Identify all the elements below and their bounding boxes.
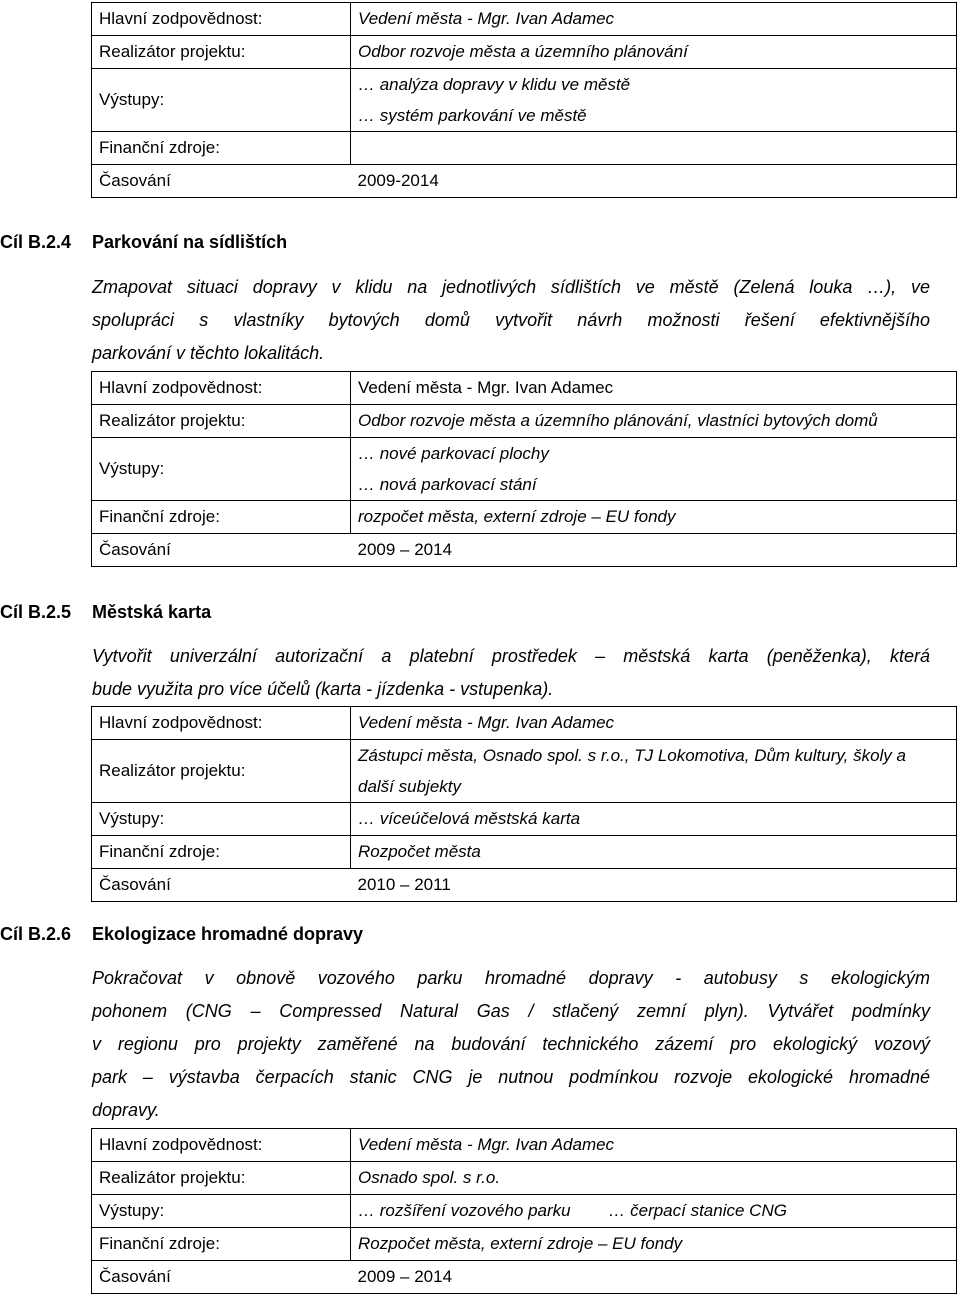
- label-funding: Finanční zdroje:: [92, 132, 351, 165]
- section-description-b24: [92, 271, 930, 370]
- value-funding: Rozpočet města: [351, 836, 957, 869]
- table-row: [92, 836, 957, 869]
- value-outputs: [351, 438, 957, 501]
- value-main-responsibility: Vedení města - Mgr. Ivan Adamec: [351, 372, 957, 405]
- value-main-responsibility: Vedení města - Mgr. Ivan Adamec: [351, 707, 957, 740]
- paragraph-line: v regionu pro projekty zaměřené na budování technického zázemí pro ekologický vozový: [92, 1034, 930, 1054]
- value-implementer: Odbor rozvoje města a územního plánování, vlastníci bytových domů: [351, 405, 957, 438]
- table-row: [92, 69, 957, 132]
- output-item: … analýza dopravy v klidu ve městě: [358, 75, 631, 94]
- value-implementer: Odbor rozvoje města a územního plánování: [351, 36, 957, 69]
- project-table-b25: [91, 706, 957, 902]
- paragraph-line: park – výstavba čerpacích stanic CNG je nutnou podmínkou rozvoje ekologické hromadné: [92, 1067, 930, 1087]
- label-funding: Finanční zdroje:: [92, 1228, 351, 1261]
- table-row: [92, 36, 957, 69]
- label-outputs: Výstupy:: [92, 803, 351, 836]
- implementer-line: Zástupci města, Osnado spol. s r.o., TJ Lokomotiva, Dům kultury, školy a: [358, 746, 906, 765]
- paragraph-line: bude využita pro více účelů (karta - jízdenka - vstupenka).: [92, 679, 554, 699]
- label-implementer: Realizátor projektu:: [92, 1162, 351, 1195]
- section-description-b26: [92, 962, 930, 1127]
- value-main-responsibility: Vedení města - Mgr. Ivan Adamec: [351, 1129, 957, 1162]
- label-timing: Časování: [92, 869, 351, 902]
- table-row: [92, 1261, 957, 1294]
- label-main-responsibility: Hlavní zodpovědnost:: [92, 372, 351, 405]
- label-implementer: Realizátor projektu:: [92, 740, 351, 803]
- section-title: Městská karta: [92, 602, 212, 622]
- section-heading-b25: [0, 602, 211, 623]
- value-implementer: Osnado spol. s r.o.: [351, 1162, 957, 1195]
- project-table-b26: [91, 1128, 957, 1294]
- value-timing: 2010 – 2011: [351, 869, 957, 902]
- label-main-responsibility: Hlavní zodpovědnost:: [92, 3, 351, 36]
- table-row: [92, 405, 957, 438]
- table-row: [92, 1162, 957, 1195]
- table-row: [92, 534, 957, 567]
- label-timing: Časování: [92, 165, 351, 198]
- table-row: [92, 165, 957, 198]
- value-main-responsibility: Vedení města - Mgr. Ivan Adamec: [351, 3, 957, 36]
- label-implementer: Realizátor projektu:: [92, 405, 351, 438]
- paragraph-line: Pokračovat v obnově vozového parku hromadné dopravy - autobusy s ekologickým: [92, 968, 930, 988]
- value-funding: rozpočet města, externí zdroje – EU fondy: [351, 501, 957, 534]
- label-implementer: Realizátor projektu:: [92, 36, 351, 69]
- table-row: [92, 869, 957, 902]
- value-funding: [351, 132, 957, 165]
- label-outputs: Výstupy:: [92, 438, 351, 501]
- section-heading-b24: [0, 232, 287, 253]
- section-number: Cíl B.2.5: [0, 602, 72, 622]
- table-row: [92, 1228, 957, 1261]
- label-timing: Časování: [92, 1261, 351, 1294]
- value-implementer: [351, 740, 957, 803]
- value-outputs: … rozšíření vozového parku … čerpací stanice CNG: [351, 1195, 957, 1228]
- table-row: [92, 803, 957, 836]
- project-table-top: [91, 2, 957, 198]
- table-row: [92, 438, 957, 501]
- paragraph-line: spolupráci s vlastníky bytových domů vytvořit návrh možnosti řešení efektivnějšího: [92, 310, 930, 330]
- section-title: Parkování na sídlištích: [92, 232, 288, 252]
- value-outputs: [351, 69, 957, 132]
- output-item: … nová parkovací stání: [358, 475, 537, 494]
- paragraph-line: pohonem (CNG – Compressed Natural Gas / stlačený zemní plyn). Vytvářet podmínky: [92, 1001, 930, 1021]
- value-timing: 2009 – 2014: [351, 1261, 957, 1294]
- section-title: Ekologizace hromadné dopravy: [92, 924, 364, 944]
- label-outputs: Výstupy:: [92, 1195, 351, 1228]
- table-row: [92, 707, 957, 740]
- value-timing: 2009 – 2014: [351, 534, 957, 567]
- implementer-line: další subjekty: [358, 777, 461, 796]
- section-number: Cíl B.2.6: [0, 924, 72, 944]
- table-row: [92, 501, 957, 534]
- paragraph-line: Zmapovat situaci dopravy v klidu na jednotlivých sídlištích ve městě (Zelená louka …), ve: [92, 277, 930, 297]
- table-row: [92, 3, 957, 36]
- label-timing: Časování: [92, 534, 351, 567]
- value-timing: 2009-2014: [351, 165, 957, 198]
- label-main-responsibility: Hlavní zodpovědnost:: [92, 1129, 351, 1162]
- value-funding: Rozpočet města, externí zdroje – EU fondy: [351, 1228, 957, 1261]
- output-item: … systém parkování ve městě: [358, 106, 587, 125]
- section-description-b25: [92, 640, 930, 706]
- table-row: [92, 1129, 957, 1162]
- paragraph-line: Vytvořit univerzální autorizační a platební prostředek – městská karta (peněženka), která: [92, 646, 930, 666]
- table-row: [92, 132, 957, 165]
- table-row: [92, 740, 957, 803]
- table-row: [92, 372, 957, 405]
- section-heading-b26: [0, 924, 363, 945]
- table-row: [92, 1195, 957, 1228]
- paragraph-line: parkování v těchto lokalitách.: [92, 343, 325, 363]
- section-number: Cíl B.2.4: [0, 232, 72, 252]
- project-table-b24: [91, 371, 957, 567]
- output-item: … nové parkovací plochy: [358, 444, 549, 463]
- paragraph-line: dopravy.: [92, 1100, 160, 1120]
- label-funding: Finanční zdroje:: [92, 836, 351, 869]
- label-outputs: Výstupy:: [92, 69, 351, 132]
- value-outputs: … víceúčelová městská karta: [351, 803, 957, 836]
- label-funding: Finanční zdroje:: [92, 501, 351, 534]
- label-main-responsibility: Hlavní zodpovědnost:: [92, 707, 351, 740]
